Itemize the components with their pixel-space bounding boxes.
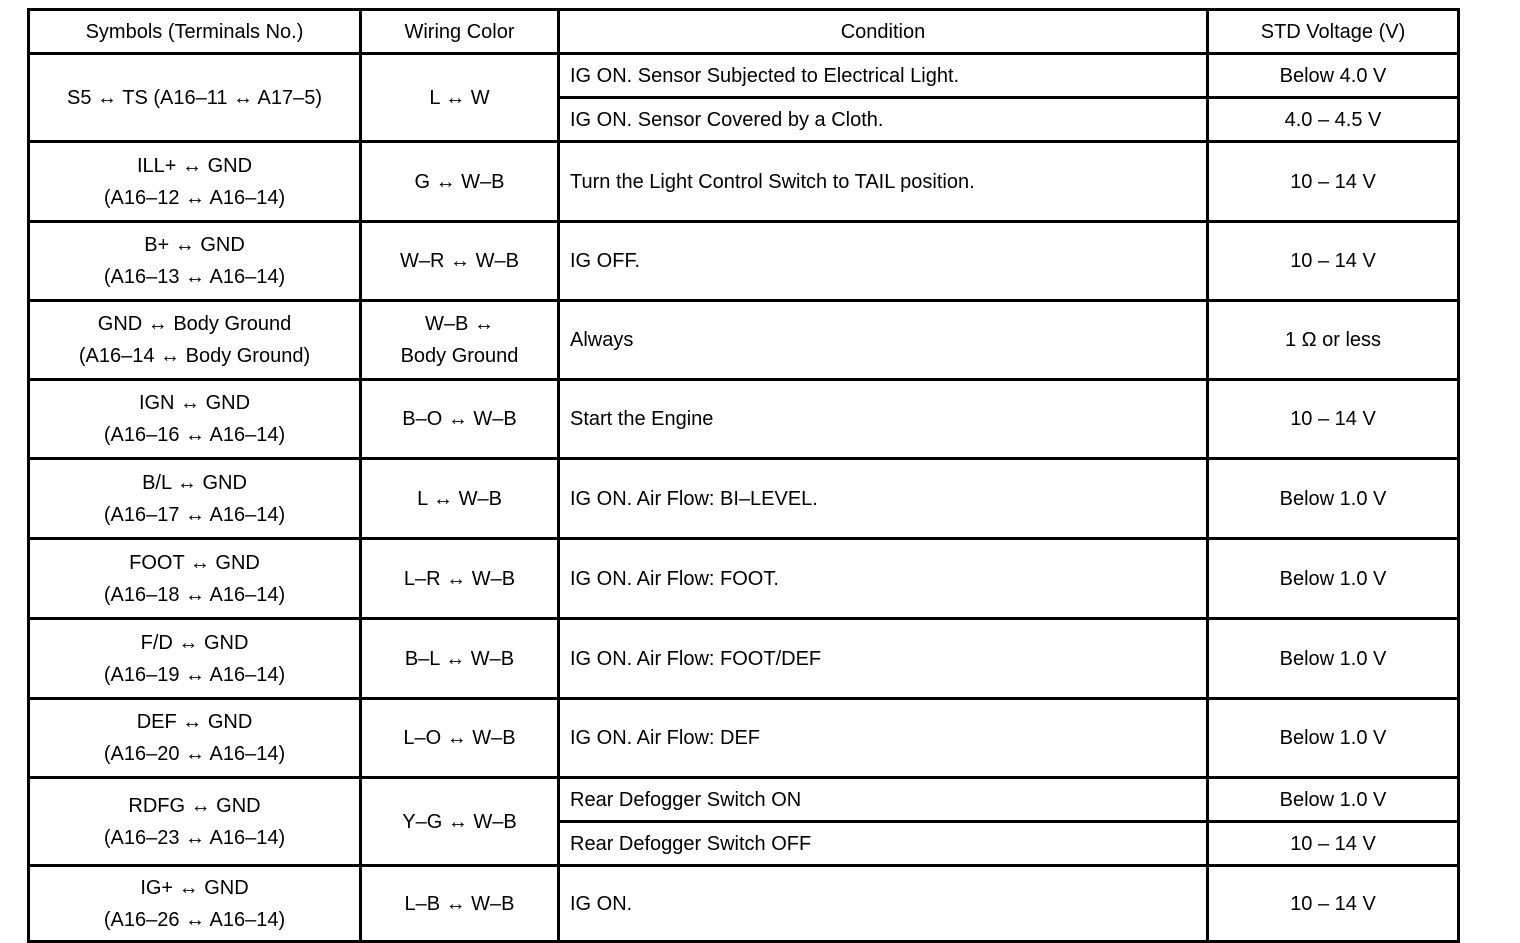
terminal-symbol-cell: [29, 301, 361, 380]
std-voltage-cell: Below 1.0 V: [1208, 459, 1459, 539]
terminal-voltage-table: [27, 8, 1460, 943]
terminal-numbers: (A16–14 ↔ Body Ground): [78, 345, 311, 367]
terminal-symbol: IGN ↔ GND: [138, 392, 251, 414]
condition-cell: IG ON.: [559, 866, 1208, 942]
terminal-symbol-cell: [29, 699, 361, 778]
condition-cell: Turn the Light Control Switch to TAIL position.: [559, 142, 1208, 222]
terminal-symbol: B+ ↔ GND: [144, 234, 245, 256]
wiring-color: L–B ↔ W–B: [404, 892, 515, 915]
wiring-color-line2: Body Ground: [400, 345, 519, 367]
terminal-symbol: F/D ↔ GND: [140, 631, 249, 654]
table-row: [29, 778, 1459, 822]
wiring-color: L–O ↔ W–B: [403, 727, 516, 749]
terminal-numbers: (A16–17 ↔ A16–14): [103, 503, 286, 526]
table-row: [29, 54, 1459, 98]
terminal-symbol: ILL+ ↔ GND: [136, 154, 253, 177]
terminal-symbol-cell: [29, 380, 361, 459]
std-voltage-cell: Below 1.0 V: [1208, 619, 1459, 699]
wiring-color: G ↔ W–B: [414, 170, 505, 193]
wiring-color-cell: [361, 459, 559, 539]
condition-cell: IG ON. Air Flow: BI–LEVEL.: [559, 459, 1208, 539]
table-row: [29, 619, 1459, 699]
table-row: [29, 866, 1459, 942]
table-row: [29, 222, 1459, 301]
wiring-color-cell: [361, 142, 559, 222]
wiring-color: W–B ↔: [425, 313, 494, 335]
condition-cell: IG OFF.: [559, 222, 1208, 301]
terminal-numbers: (A16–23 ↔ A16–14): [103, 826, 286, 849]
terminal-voltage-table-sheet: [27, 8, 1457, 943]
std-voltage-cell: Below 1.0 V: [1208, 778, 1459, 822]
std-voltage-cell: Below 1.0 V: [1208, 699, 1459, 778]
table-row: [29, 142, 1459, 222]
wiring-color-cell: [361, 301, 559, 380]
std-voltage-cell: 10 – 14 V: [1208, 222, 1459, 301]
terminal-symbol: GND ↔ Body Ground: [97, 313, 292, 335]
std-voltage-cell: 10 – 14 V: [1208, 866, 1459, 942]
condition-cell: IG ON. Sensor Subjected to Electrical Light.: [559, 54, 1208, 98]
std-voltage-cell: 1 Ω or less: [1208, 301, 1459, 380]
terminal-numbers: (A16–19 ↔ A16–14): [103, 663, 286, 686]
terminal-symbol-cell: [29, 866, 361, 942]
terminal-symbol: DEF ↔ GND: [136, 711, 253, 733]
terminal-numbers: (A16–12 ↔ A16–14): [103, 186, 286, 209]
wiring-color-cell: [361, 539, 559, 619]
wiring-color-cell: [361, 222, 559, 301]
header-wiring-color: Wiring Color: [361, 10, 559, 54]
header-std-voltage: STD Voltage (V): [1208, 10, 1459, 54]
condition-cell: Rear Defogger Switch OFF: [559, 822, 1208, 866]
table-row: [29, 539, 1459, 619]
std-voltage-cell: Below 4.0 V: [1208, 54, 1459, 98]
terminal-numbers: (A16–16 ↔ A16–14): [103, 424, 286, 446]
terminal-symbol-cell: [29, 54, 361, 142]
wiring-color-cell: [361, 619, 559, 699]
condition-cell: IG ON. Air Flow: FOOT.: [559, 539, 1208, 619]
condition-cell: Start the Engine: [559, 380, 1208, 459]
terminal-symbol-cell: [29, 459, 361, 539]
wiring-color-cell: [361, 778, 559, 866]
terminal-symbol-cell: [29, 142, 361, 222]
wiring-color-cell: [361, 380, 559, 459]
terminal-symbol: RDFG ↔ GND: [128, 794, 261, 817]
terminal-symbol-cell: [29, 778, 361, 866]
header-symbols: Symbols (Terminals No.): [29, 10, 361, 54]
terminal-symbol: B/L ↔ GND: [142, 471, 247, 494]
wiring-color: B–L ↔ W–B: [404, 647, 515, 670]
terminal-symbol: IG+ ↔ GND: [140, 876, 249, 899]
wiring-color: L–R ↔ W–B: [403, 567, 516, 590]
wiring-color-cell: [361, 54, 559, 142]
wiring-color: Y–G ↔ W–B: [402, 810, 517, 833]
table-row: [29, 459, 1459, 539]
table-row: [29, 301, 1459, 380]
table-row: [29, 699, 1459, 778]
std-voltage-cell: 10 – 14 V: [1208, 142, 1459, 222]
std-voltage-cell: 10 – 14 V: [1208, 822, 1459, 866]
condition-cell: IG ON. Air Flow: FOOT/DEF: [559, 619, 1208, 699]
terminal-numbers: (A16–13 ↔ A16–14): [103, 266, 286, 288]
terminal-symbol: FOOT ↔ GND: [129, 551, 260, 574]
wiring-color: B–O ↔ W–B: [402, 408, 517, 430]
table-row: [29, 380, 1459, 459]
condition-cell: IG ON. Sensor Covered by a Cloth.: [559, 98, 1208, 142]
terminal-numbers: (A16–20 ↔ A16–14): [103, 743, 286, 765]
std-voltage-cell: 4.0 – 4.5 V: [1208, 98, 1459, 142]
condition-cell: Rear Defogger Switch ON: [559, 778, 1208, 822]
wiring-color: L ↔ W: [429, 86, 490, 109]
terminal-symbol-cell: [29, 619, 361, 699]
terminal-symbol-cell: [29, 539, 361, 619]
terminal-symbol-cell: [29, 222, 361, 301]
condition-cell: Always: [559, 301, 1208, 380]
wiring-color-cell: [361, 866, 559, 942]
wiring-color: W–R ↔ W–B: [400, 250, 519, 272]
header-condition: Condition: [559, 10, 1208, 54]
header-row: [29, 10, 1459, 54]
terminal-numbers: (A16–18 ↔ A16–14): [103, 583, 286, 606]
table-body: [29, 54, 1459, 942]
std-voltage-cell: 10 – 14 V: [1208, 380, 1459, 459]
terminal-numbers: (A16–26 ↔ A16–14): [103, 908, 286, 931]
terminal-symbol: S5 ↔ TS (A16–11 ↔ A17–5): [67, 86, 322, 109]
std-voltage-cell: Below 1.0 V: [1208, 539, 1459, 619]
condition-cell: IG ON. Air Flow: DEF: [559, 699, 1208, 778]
wiring-color-cell: [361, 699, 559, 778]
wiring-color: L ↔ W–B: [417, 487, 502, 510]
